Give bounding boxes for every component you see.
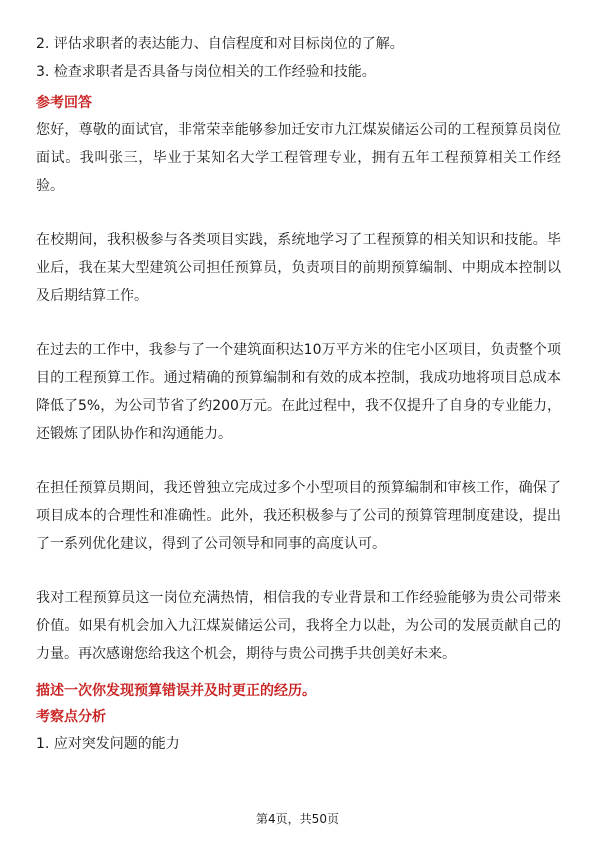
- interview-question: 描述一次你发现预算错误并及时更正的经历。: [36, 683, 316, 699]
- answer-paragraph: 您好，尊敬的面试官，非常荣幸能够参加迁安市九江煤炭储运公司的工程预算员岗位面试。我叫张三，毕业于某知名大学工程管理专业，拥有五年工程预算相关工作经验。: [36, 122, 561, 194]
- document-page: [36, 30, 561, 758]
- list-item: 3. 检查求职者是否具备与岗位相关的工作经验和技能。: [36, 64, 376, 80]
- analysis-item: 1. 应对突发问题的能力: [36, 736, 180, 752]
- page-footer: 第4页，共50页: [256, 812, 339, 826]
- reference-answer-heading: 参考回答: [36, 95, 92, 111]
- answer-paragraph: 在过去的工作中，我参与了一个建筑面积达10万平方米的住宅小区项目，负责整个项目的工程预算工作。通过精确的预算编制和有效的成本控制，我成功地将项目总成本降低了5%，为公司节省了约200万元。在此过程中，我不仅提升了自身的专业能力，还锻炼了团队协作和沟通能力。: [36, 342, 561, 442]
- list-item: 2. 评估求职者的表达能力、自信程度和对目标岗位的了解。: [36, 36, 404, 52]
- analysis-heading: 考察点分析: [36, 709, 106, 725]
- answer-body: [36, 116, 561, 668]
- answer-paragraph: 在担任预算员期间，我还曾独立完成过多个小型项目的预算编制和审核工作，确保了项目成本的合理性和准确性。此外，我还积极参与了公司的预算管理制度建设，提出了一系列优化建议，得到了公司领导和同事的高度认可。: [36, 480, 561, 552]
- answer-paragraph: 在校期间，我积极参与各类项目实践，系统地学习了工程预算的相关知识和技能。毕业后，我在某大型建筑公司担任预算员，负责项目的前期预算编制、中期成本控制以及后期结算工作。: [36, 232, 561, 304]
- answer-paragraph: 我对工程预算员这一岗位充满热情，相信我的专业背景和工作经验能够为贵公司带来价值。如果有机会加入九江煤炭储运公司，我将全力以赴，为公司的发展贡献自己的力量。再次感谢您给我这个机会，期待与贵公司携手共创美好未来。: [36, 590, 561, 662]
